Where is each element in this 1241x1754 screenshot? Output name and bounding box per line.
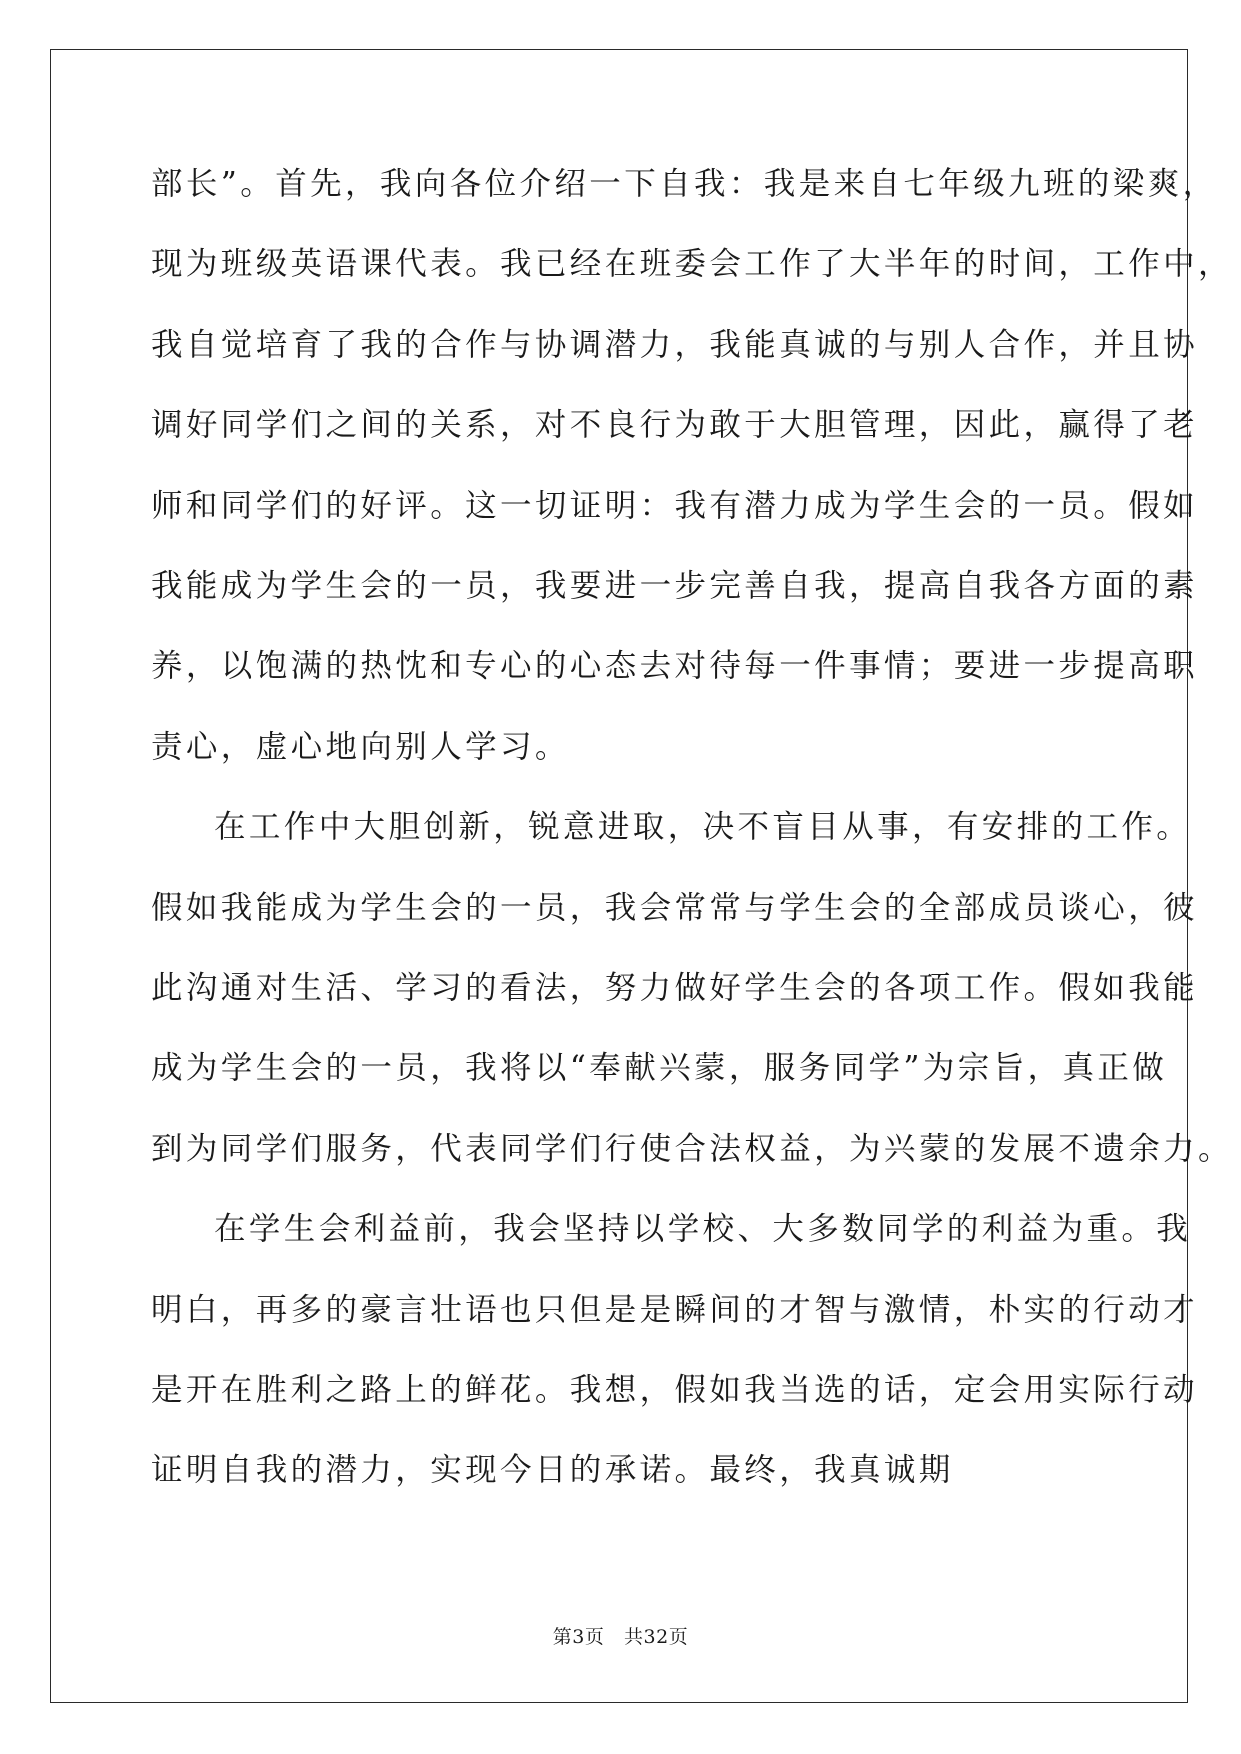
text-line: 明白，再多的豪言壮语也只但是是瞬间的才智与激情，朴实的行动才 (151, 1292, 1199, 1328)
text-line: 是开在胜利之路上的鲜花。我想，假如我当选的话，定会用实际行动 (151, 1372, 1199, 1408)
text-line: 现为班级英语课代表。我已经在班委会工作了大半年的时间，工作中， (151, 246, 1233, 282)
page-footer (0, 1625, 1241, 1649)
paragraph-first-line: 在学生会利益前，我会坚持以学校、大多数同学的利益为重。我 (214, 1211, 1192, 1247)
text-line: 假如我能成为学生会的一员，我会常常与学生会的全部成员谈心，彼 (151, 890, 1199, 926)
text-line: 成为学生会的一员，我将以“奉献兴蒙，服务同学”为宗旨，真正做 (151, 1050, 1168, 1086)
text-line: 此沟通对生活、学习的看法，努力做好学生会的各项工作。假如我能 (151, 970, 1199, 1006)
text-line: 证明自我的潜力，实现今日的承诺。最终，我真诚期 (151, 1452, 954, 1488)
paragraph-first-line: 在工作中大胆创新，锐意进取，决不盲目从事，有安排的工作。 (214, 809, 1192, 845)
text-line: 我能成为学生会的一员，我要进一步完善自我，提高自我各方面的素 (151, 568, 1199, 604)
text-line: 调好同学们之间的关系，对不良行为敢于大胆管理，因此，赢得了老 (151, 407, 1199, 443)
page-number: 第3页 (552, 1626, 605, 1648)
text-line: 养，以饱满的热忱和专心的心态去对待每一件事情；要进一步提高职 (151, 648, 1199, 684)
text-line: 我自觉培育了我的合作与协调潜力，我能真诚的与别人合作，并且协 (151, 327, 1199, 363)
text-line: 师和同学们的好评。这一切证明：我有潜力成为学生会的一员。假如 (151, 488, 1199, 524)
text-line: 到为同学们服务，代表同学们行使合法权益，为兴蒙的发展不遗余力。 (151, 1131, 1233, 1167)
text-line: 部长”。首先，我向各位介绍一下自我：我是来自七年级九班的梁爽， (151, 166, 1218, 202)
total-pages: 共32页 (624, 1626, 689, 1648)
text-line: 责心，虚心地向别人学习。 (151, 729, 570, 765)
